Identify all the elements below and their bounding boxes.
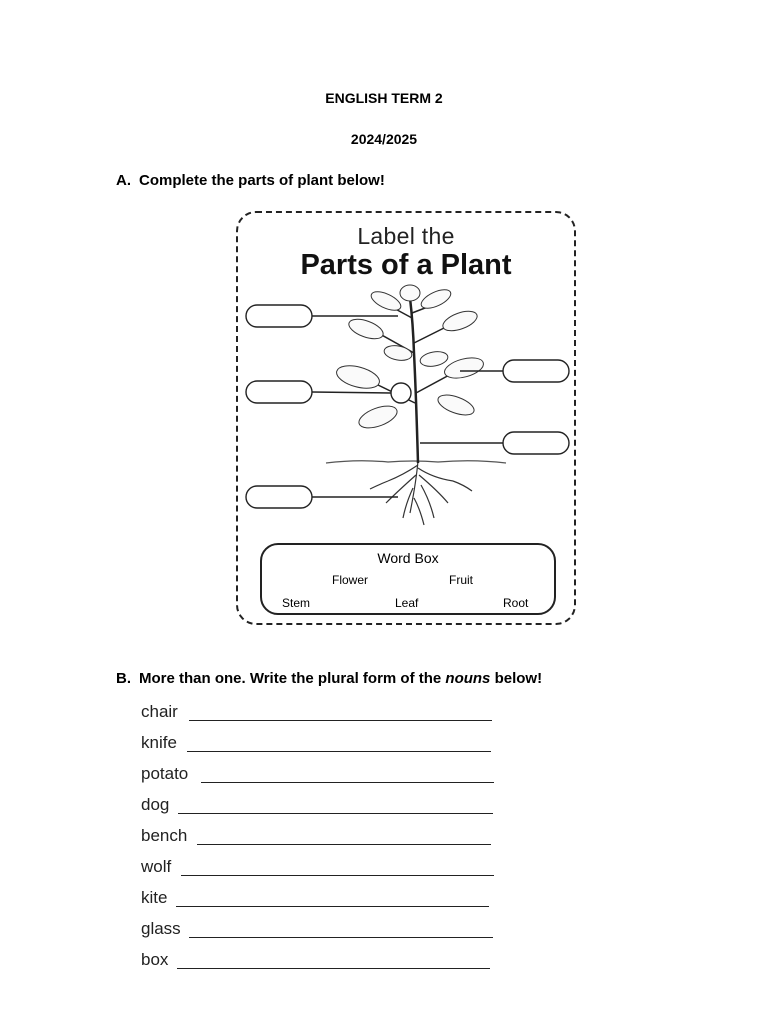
noun-word: glass: [141, 919, 181, 938]
label-box-2: [246, 381, 312, 403]
word-box: [260, 543, 556, 615]
worksheet-title: ENGLISH TERM 2: [325, 90, 443, 106]
stem-drawing: [410, 298, 418, 463]
word-stem: Stem: [282, 596, 311, 610]
word-root: Root: [503, 596, 529, 610]
label-box-3: [246, 486, 312, 508]
label-box-5: [503, 432, 569, 454]
label-boxes: [246, 305, 569, 508]
word-flower: Flower: [332, 573, 369, 587]
answer-line[interactable]: [177, 968, 490, 969]
section-a-letter: A.: [116, 172, 131, 189]
noun-word: wolf: [141, 857, 172, 876]
section-b-instruction-start: More than one. Write the plural form of the: [139, 670, 446, 687]
word-box-title: Word Box: [377, 550, 439, 566]
word-fruit: Fruit: [449, 573, 473, 587]
noun-word: potato: [141, 764, 189, 783]
noun-word: chair: [141, 702, 178, 721]
card-title-line2: Parts of a Plant: [300, 249, 512, 281]
ground-line: [326, 461, 506, 463]
answer-line[interactable]: [197, 844, 491, 845]
card-title-line1: Label the: [357, 223, 455, 249]
plant-label-card: [236, 211, 576, 625]
answer-line[interactable]: [181, 875, 494, 876]
section-a-instruction: Complete the parts of plant below!: [139, 172, 385, 189]
word-leaf: Leaf: [395, 596, 419, 610]
fruit-drawing: [391, 383, 411, 403]
answer-line[interactable]: [178, 813, 493, 814]
noun-word: box: [141, 950, 169, 969]
section-b-letter: B.: [116, 670, 131, 687]
label-box-1: [246, 305, 312, 327]
noun-word: dog: [141, 795, 170, 814]
noun-word: bench: [141, 826, 188, 845]
answer-line[interactable]: [189, 937, 493, 938]
section-b-instruction-end: below!: [490, 670, 543, 687]
roots-drawing: [370, 461, 472, 525]
label-box-4: [503, 360, 569, 382]
answer-line[interactable]: [187, 751, 491, 752]
section-a-heading: [116, 172, 385, 189]
answer-line[interactable]: [201, 782, 494, 783]
section-b-instruction-emphasis: nouns: [445, 670, 491, 687]
school-year: 2024/2025: [350, 131, 418, 147]
answer-line[interactable]: [176, 906, 489, 907]
section-b-heading: [116, 670, 542, 687]
noun-word: knife: [141, 733, 177, 752]
noun-word: kite: [141, 888, 168, 907]
answer-line[interactable]: [189, 720, 492, 721]
